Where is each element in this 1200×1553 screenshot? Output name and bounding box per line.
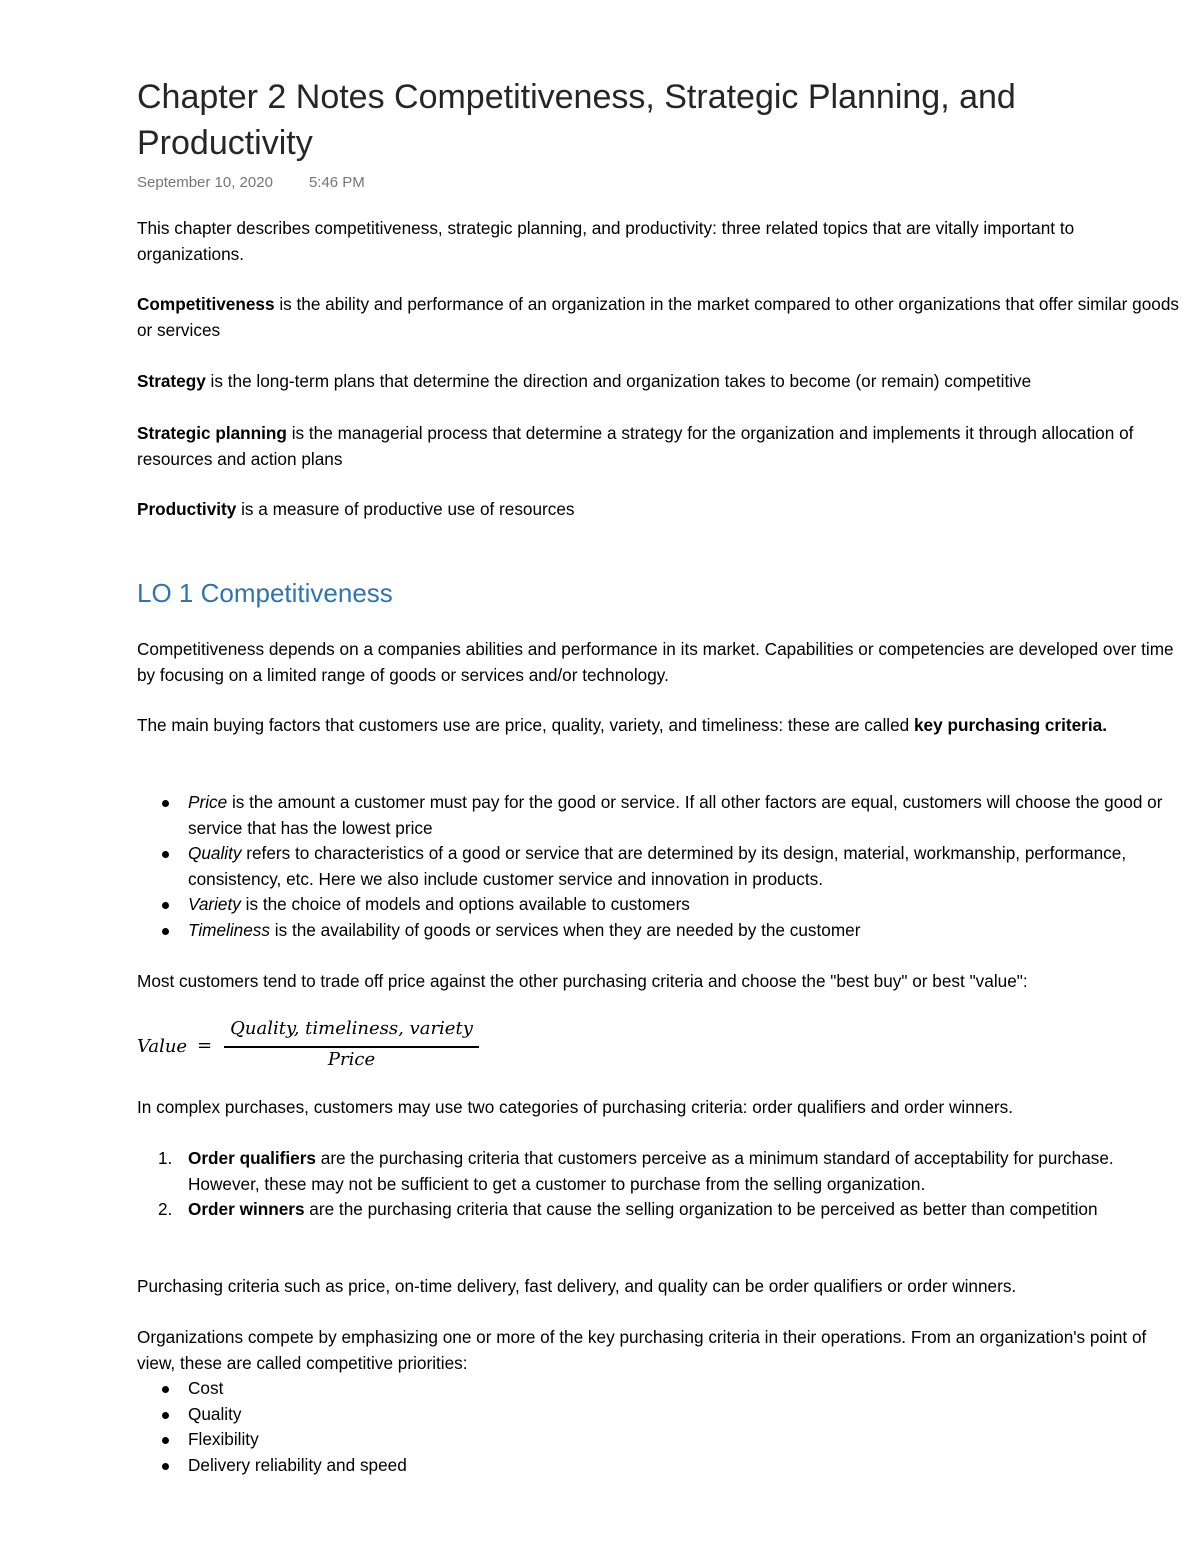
order-qualifiers-paragraph: Purchasing criteria such as price, on-time delivery, fast delivery, and quality can be order qualifiers or order winners.	[137, 1276, 1017, 1296]
note-time: 5:46 PM	[308, 174, 365, 191]
page-title: Chapter 2 Notes Competitiveness, Strategic Planning, and Productivity	[137, 78, 1016, 162]
bullet-icon	[162, 1463, 169, 1470]
criterion-text: refers to characteristics of a good or service that are determined by its design, material, workmanship, performance, consistency, etc. Here we also include customer service and innovation in products.	[188, 843, 1127, 889]
formula-equals: =	[197, 1035, 213, 1056]
list-item	[137, 1376, 1182, 1402]
complex-purchases-paragraph: In complex purchases, customers may use two categories of purchasing criteria: order qualifiers and order winners.	[137, 1097, 1014, 1117]
list-number: 1.	[158, 1148, 173, 1168]
competitive-priorities-paragraph: Organizations compete by emphasizing one or more of the key purchasing criteria in their operations. From an organization's point of view, these are called competitive priorities:	[137, 1327, 1147, 1373]
list-item	[137, 1453, 1182, 1479]
list-item	[137, 790, 1182, 841]
fraction-bar	[224, 1046, 479, 1048]
buying-factors-paragraph	[137, 713, 1182, 739]
bullet-icon	[162, 1386, 169, 1393]
criterion-text: is the choice of models and options available to customers	[240, 894, 690, 914]
priority-text: Flexibility	[188, 1429, 259, 1449]
list-item	[137, 1197, 1182, 1223]
definition-productivity	[137, 497, 1182, 523]
bullet-icon	[162, 851, 169, 858]
order-term: Order winners	[188, 1199, 305, 1219]
list-item	[137, 1146, 1182, 1197]
section-heading: LO 1 Competitiveness	[137, 578, 393, 608]
priority-text: Quality	[188, 1403, 242, 1424]
order-text: are the purchasing criteria that cause the selling organization to be perceived as better than competition	[304, 1199, 1098, 1219]
list-number: 2.	[158, 1199, 173, 1219]
competitiveness-paragraph: Competitiveness depends on a companies abilities and performance in its market. Capabilities or competencies are developed over time by focusing on a limited range of goods or services and/or technology.	[137, 639, 1174, 685]
list-item	[137, 841, 1182, 892]
note-timestamp	[137, 172, 365, 194]
bullet-icon	[162, 928, 169, 935]
definition-term: Productivity	[137, 499, 237, 519]
definition-strategy	[137, 369, 1182, 395]
value-formula	[137, 1015, 537, 1075]
definition-text: is a measure of productive use of resources	[236, 499, 575, 519]
order-term: Order qualifiers	[188, 1148, 316, 1168]
formula-numerator: Quality, timeliness, variety	[230, 1018, 473, 1039]
competitive-priorities-list	[137, 1376, 1182, 1478]
list-item	[137, 892, 1182, 918]
value-paragraph: Most customers tend to trade off price against the other purchasing criteria and choose the "best buy" or best "value":	[137, 971, 1028, 991]
criterion-term: Variety	[188, 894, 241, 914]
bullet-icon	[162, 800, 169, 807]
bullet-icon	[162, 902, 169, 909]
definition-term: Strategy	[137, 371, 206, 391]
priority-text: Delivery reliability and speed	[188, 1454, 407, 1475]
definition-text: is the ability and performance of an organization in the market compared to other organizations that offer similar goods or services	[137, 294, 1179, 340]
formula-denominator: Price	[327, 1049, 376, 1070]
criterion-text: is the amount a customer must pay for the good or service. If all other factors are equal, customers will choose the good or service that has the lowest price	[188, 792, 1163, 838]
list-item	[137, 1402, 1182, 1428]
intro-paragraph: This chapter describes competitiveness, strategic planning, and productivity: three related topics that are vitally important to organizations.	[137, 218, 1075, 264]
definition-text: is the managerial process that determine a strategy for the organization and implements it through allocation of resources and action plans	[137, 423, 1134, 469]
paragraph-text: The main buying factors that customers use are price, quality, variety, and timeliness: these are called	[137, 715, 914, 735]
definition-competitiveness	[137, 292, 1182, 343]
criterion-term: Quality	[188, 843, 242, 863]
list-item	[137, 1427, 1182, 1453]
purchasing-criteria-list	[137, 790, 1182, 943]
definition-term: Competitiveness	[137, 294, 275, 314]
order-criteria-list	[137, 1146, 1182, 1223]
definition-strategic-planning	[137, 421, 1182, 472]
bullet-icon	[162, 1437, 169, 1444]
criterion-text: is the availability of goods or services when they are needed by the customer	[270, 919, 861, 940]
criterion-term: Timeliness	[188, 919, 270, 940]
formula-lhs: Value	[137, 1036, 188, 1057]
bullet-icon	[162, 1412, 169, 1419]
criterion-term: Price	[188, 792, 228, 812]
definition-text: is the long-term plans that determine the direction and organization takes to become (or remain) competitive	[205, 371, 1032, 391]
key-term: key purchasing criteria.	[914, 715, 1107, 735]
note-date: September 10, 2020	[137, 174, 273, 191]
list-item	[137, 918, 1182, 944]
definition-term: Strategic planning	[137, 423, 287, 443]
order-text: are the purchasing criteria that customers perceive as a minimum standard of acceptability for purchase. However, these may not be sufficient to get a customer to purchase from the selling organization.	[188, 1148, 1114, 1194]
priority-text: Cost	[188, 1378, 224, 1398]
